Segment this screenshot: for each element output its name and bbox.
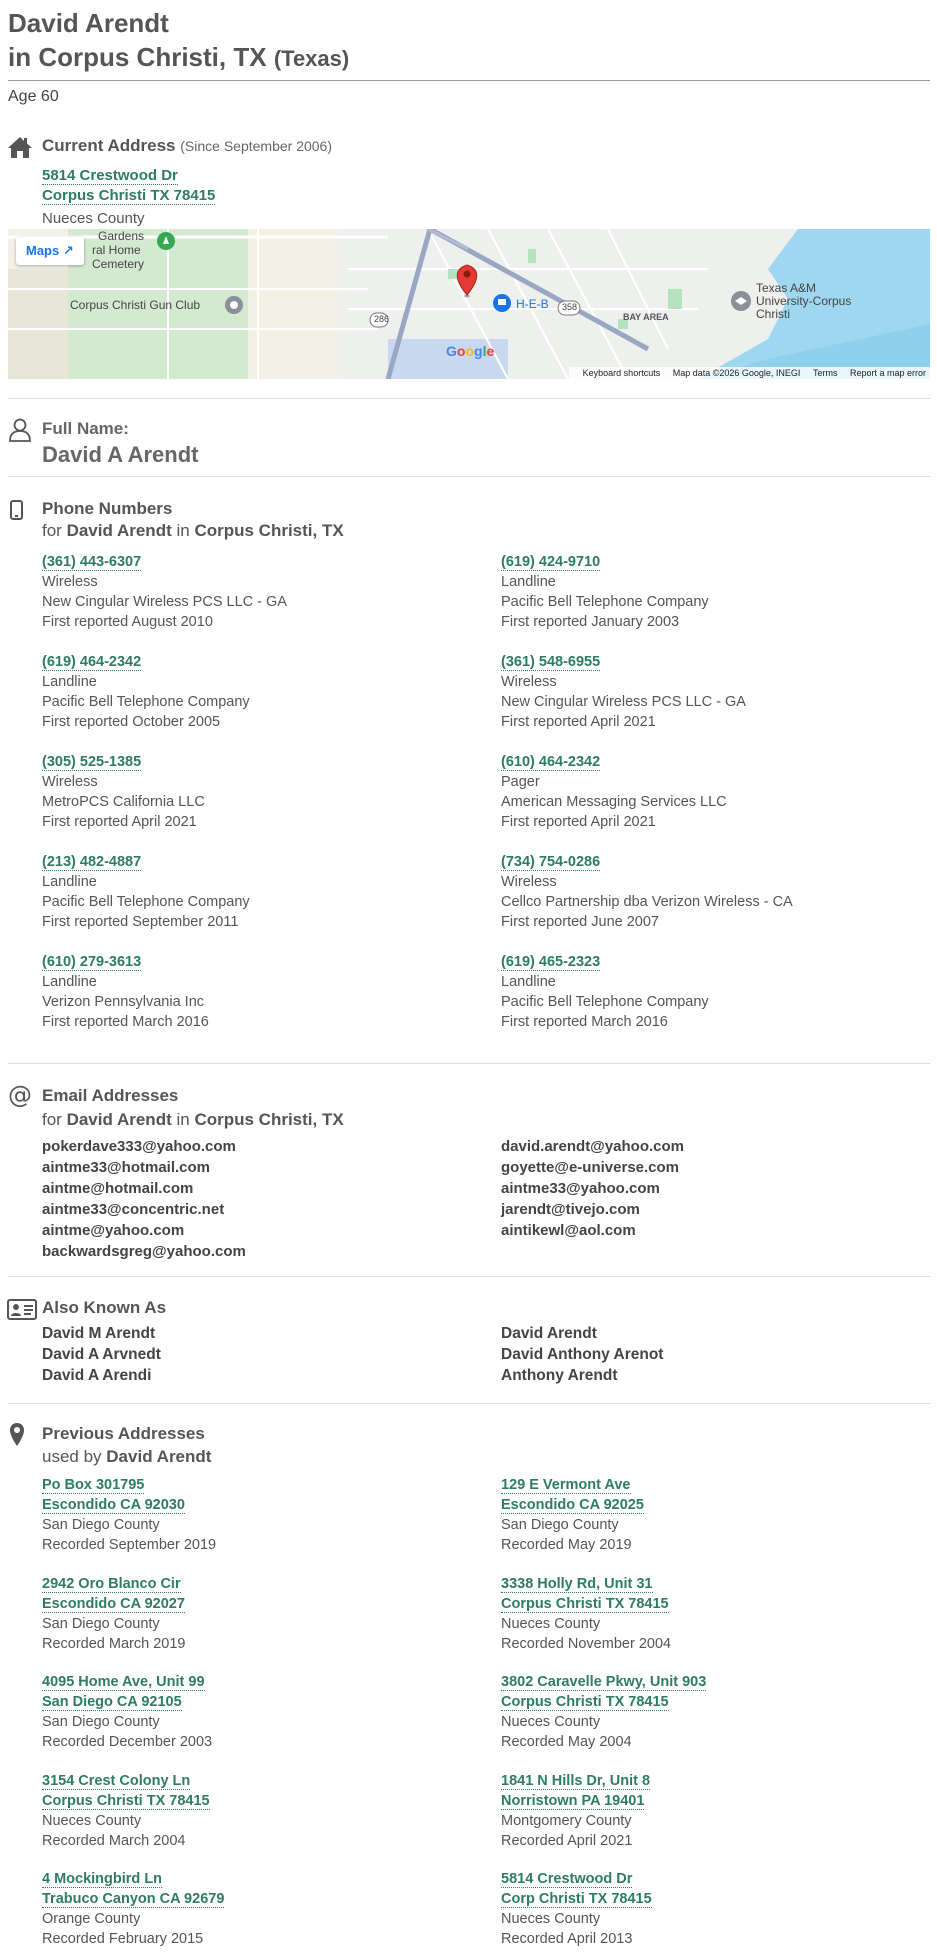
aka-name: David A Arendi <box>42 1367 152 1384</box>
phone-number-link[interactable]: (361) 443-6307 <box>42 554 142 570</box>
map-label-heb: H-E-B <box>516 297 549 311</box>
phone-type: Landline <box>42 674 97 690</box>
phone-numbers-subtitle: for David Arendt in Corpus Christi, TX <box>42 521 344 540</box>
previous-address-entry <box>42 1475 216 1555</box>
phone-entry <box>42 652 250 732</box>
address-street-link[interactable]: 1841 N Hills Dr, Unit 8 <box>501 1772 651 1789</box>
address-street-link[interactable]: 3154 Crest Colony Ln <box>42 1772 191 1789</box>
map-road-286: 286 <box>374 314 390 324</box>
phone-type: Pager <box>501 774 540 790</box>
previous-address-entry <box>501 1771 650 1851</box>
person-name: David Arendt <box>8 8 169 38</box>
email-address[interactable]: goyette@e-universe.com <box>501 1159 680 1176</box>
email-addresses-title: Email Addresses <box>42 1086 179 1105</box>
email-address[interactable]: aintme33@hotmail.com <box>42 1159 211 1176</box>
map-label-bay-area: BAY AREA <box>623 312 669 322</box>
phone-first-reported: First reported August 2010 <box>42 614 213 630</box>
person-location: in Corpus Christi, TX <box>8 42 267 72</box>
phone-number-link[interactable]: (610) 464-2342 <box>501 754 601 770</box>
at-sign-icon <box>7 1082 33 1108</box>
map-label-cemetery: Cemetery <box>92 257 145 271</box>
address-city-link[interactable]: Escondido CA 92030 <box>42 1497 185 1513</box>
previous-address-entry <box>501 1869 652 1949</box>
phone-first-reported: First reported June 2007 <box>501 914 659 930</box>
google-logo: Google <box>446 343 495 359</box>
person-icon <box>7 416 33 442</box>
phone-carrier: American Messaging Services LLC <box>501 794 727 810</box>
aka-name: David A Arvnedt <box>42 1346 161 1363</box>
address-county: Nueces County <box>501 1615 601 1632</box>
previous-address-entry <box>501 1574 671 1654</box>
id-card-icon <box>7 1296 37 1322</box>
phone-first-reported: First reported September 2011 <box>42 914 239 930</box>
phone-entry <box>501 552 709 632</box>
email-address[interactable]: aintme33@yahoo.com <box>501 1180 660 1197</box>
phone-type: Wireless <box>501 874 557 890</box>
address-recorded: Recorded February 2015 <box>42 1931 204 1947</box>
address-street-link[interactable]: 4095 Home Ave, Unit 99 <box>42 1674 205 1690</box>
previous-address-entry <box>42 1574 185 1654</box>
section-divider <box>8 1403 930 1404</box>
full-name-label: Full Name: <box>42 419 129 438</box>
phone-first-reported: First reported March 2016 <box>42 1014 209 1030</box>
section-divider <box>8 476 930 477</box>
phone-number-link[interactable]: (619) 464-2342 <box>42 654 142 670</box>
address-street-link[interactable]: 5814 Crestwood Dr <box>501 1871 633 1887</box>
map-label-gardens: Gardens <box>98 229 145 243</box>
address-county: Orange County <box>42 1911 141 1927</box>
map-label-gun-club: Corpus Christi Gun Club <box>70 298 201 312</box>
keyboard-shortcuts-link[interactable]: Keyboard shortcuts <box>582 368 661 378</box>
phone-type: Landline <box>501 974 556 990</box>
address-city-link[interactable]: San Diego CA 92105 <box>42 1694 182 1710</box>
previous-address-entry <box>501 1672 706 1752</box>
address-recorded: Recorded September 2019 <box>42 1537 217 1553</box>
header-divider <box>8 80 930 81</box>
map-terms-link[interactable]: Terms <box>812 368 838 378</box>
email-address[interactable]: aintme@yahoo.com <box>42 1222 185 1239</box>
phone-carrier: Cellco Partnership dba Verizon Wireless - CA <box>501 894 793 910</box>
phone-first-reported: First reported March 2016 <box>501 1014 668 1030</box>
address-recorded: Recorded April 2021 <box>501 1832 633 1849</box>
phone-type: Landline <box>42 974 97 990</box>
current-address <box>42 166 215 206</box>
address-county: San Diego County <box>42 1517 160 1533</box>
map-footer <box>569 367 930 379</box>
map-label-tamu-2: University-Corpus <box>756 294 852 308</box>
previous-address-entry <box>42 1672 212 1752</box>
address-street-link[interactable]: 3338 Holly Rd, Unit 31 <box>501 1575 653 1592</box>
current-address-title: Current Address (Since September 2006) <box>42 136 333 155</box>
address-recorded: Recorded May 2004 <box>501 1734 632 1750</box>
phone-numbers-title: Phone Numbers <box>42 499 173 518</box>
section-divider <box>8 1276 930 1277</box>
address-recorded: Recorded May 2019 <box>501 1537 632 1553</box>
address-county: Montgomery County <box>501 1812 632 1829</box>
address-recorded: Recorded November 2004 <box>501 1635 672 1652</box>
previous-addresses-title: Previous Addresses <box>42 1424 205 1443</box>
map-pin-icon <box>7 1422 27 1448</box>
aka-name: David M Arendt <box>42 1325 156 1342</box>
phone-entry <box>501 652 746 732</box>
previous-address-entry <box>42 1869 224 1949</box>
external-link-icon: ↗ <box>62 243 74 258</box>
map-label-home: ral Home <box>92 243 141 257</box>
phone-carrier: Pacific Bell Telephone Company <box>42 894 250 910</box>
address-city-link[interactable]: Escondido CA 92025 <box>501 1497 644 1513</box>
home-icon <box>7 134 33 160</box>
phone-number-link[interactable]: (610) 279-3613 <box>42 954 142 970</box>
phone-number-link[interactable]: (734) 754-0286 <box>501 854 601 870</box>
address-county: San Diego County <box>501 1517 619 1533</box>
previous-address-entry <box>501 1475 644 1555</box>
phone-carrier: New Cingular Wireless PCS LLC - GA <box>42 594 287 610</box>
address-city-link[interactable]: Trabuco Canyon CA 92679 <box>42 1891 225 1907</box>
phone-type: Landline <box>501 574 556 590</box>
open-in-maps-button[interactable]: Maps ↗ <box>16 237 84 265</box>
address-street-link[interactable]: Po Box 301795 <box>42 1477 145 1493</box>
current-address-county: Nueces County <box>42 210 145 227</box>
phone-entry <box>501 752 727 832</box>
address-city-link[interactable]: Escondido CA 92027 <box>42 1595 185 1612</box>
email-address[interactable]: pokerdave333@yahoo.com <box>42 1138 236 1155</box>
phone-type: Landline <box>42 874 97 890</box>
address-street-link[interactable]: 3802 Caravelle Pkwy, Unit 903 <box>501 1674 707 1690</box>
phone-entry <box>42 552 287 632</box>
state-full: (Texas) <box>273 46 350 71</box>
email-address[interactable]: jarendt@tivejo.com <box>501 1201 640 1218</box>
phone-carrier: MetroPCS California LLC <box>42 794 205 810</box>
phone-number-link[interactable]: (361) 548-6955 <box>501 654 601 670</box>
address-recorded: Recorded March 2004 <box>42 1832 186 1849</box>
email-addresses-subtitle: for David Arendt in Corpus Christi, TX <box>42 1110 344 1129</box>
phone-type: Wireless <box>42 774 98 790</box>
phone-carrier: Verizon Pennsylvania Inc <box>42 994 205 1010</box>
address-county: Nueces County <box>501 1714 601 1730</box>
aka-name: Anthony Arendt <box>501 1367 618 1384</box>
phone-entry <box>42 952 209 1032</box>
phone-entry <box>501 952 709 1032</box>
email-address[interactable]: aintikewl@aol.com <box>501 1222 636 1239</box>
phone-entry <box>42 852 250 932</box>
phone-first-reported: First reported January 2003 <box>501 614 680 630</box>
address-recorded: Recorded December 2003 <box>42 1734 213 1750</box>
map-road-358: 358 <box>562 302 578 312</box>
address-recorded: Recorded April 2013 <box>501 1931 633 1947</box>
phone-first-reported: First reported October 2005 <box>42 714 221 730</box>
phone-carrier: Pacific Bell Telephone Company <box>42 694 250 710</box>
address-street-link[interactable]: 129 E Vermont Ave <box>501 1477 631 1493</box>
address-city-link[interactable]: Norristown PA 19401 <box>501 1792 645 1809</box>
address-street-link[interactable]: 2942 Oro Blanco Cir <box>42 1575 181 1592</box>
also-known-as-title: Also Known As <box>42 1298 167 1317</box>
email-address[interactable]: backwardsgreg@yahoo.com <box>42 1243 246 1260</box>
map[interactable] <box>8 229 930 379</box>
phone-number-link[interactable]: (305) 525-1385 <box>42 754 142 770</box>
aka-name: David Anthony Arenot <box>501 1346 664 1363</box>
email-address[interactable]: aintme33@concentric.net <box>42 1201 225 1218</box>
email-address[interactable]: aintme@hotmail.com <box>42 1180 194 1197</box>
phone-type: Wireless <box>501 674 557 690</box>
previous-addresses-subtitle: used by David Arendt <box>42 1447 212 1466</box>
address-recorded: Recorded March 2019 <box>42 1635 186 1652</box>
svg-text:@: @ <box>8 1082 32 1108</box>
page-title <box>8 6 349 76</box>
age: Age 60 <box>8 88 59 105</box>
map-label-tamu-1: Texas A&M <box>756 281 817 295</box>
address-city-link[interactable]: Corpus Christi TX 78415 <box>501 1694 669 1710</box>
address-county: San Diego County <box>42 1615 160 1632</box>
phone-carrier: Pacific Bell Telephone Company <box>501 594 709 610</box>
phone-icon <box>7 498 27 524</box>
address-city-link[interactable]: Corpus Christi TX 78415 <box>501 1595 669 1612</box>
phone-first-reported: First reported April 2021 <box>42 814 197 830</box>
address-street-link[interactable]: 4 Mockingbird Ln <box>42 1871 163 1887</box>
phone-carrier: New Cingular Wireless PCS LLC - GA <box>501 694 746 710</box>
phone-entry <box>501 852 793 932</box>
phone-number-link[interactable]: (213) 482-4887 <box>42 854 142 870</box>
previous-address-entry <box>42 1771 210 1851</box>
address-city-link[interactable]: Corpus Christi TX 78415 <box>42 1792 210 1809</box>
aka-name: David Arendt <box>501 1325 597 1342</box>
section-divider <box>8 398 930 399</box>
phone-number-link[interactable]: (619) 424-9710 <box>501 554 601 570</box>
address-county: San Diego County <box>42 1714 160 1730</box>
current-address-city-link[interactable]: Corpus Christi TX 78415 <box>42 187 216 204</box>
phone-number-link[interactable]: (619) 465-2323 <box>501 954 601 970</box>
report-map-error-link[interactable]: Report a map error <box>849 368 926 378</box>
section-divider <box>8 1063 930 1064</box>
phone-carrier: Pacific Bell Telephone Company <box>501 994 709 1010</box>
address-county: Nueces County <box>42 1812 142 1829</box>
phone-entry <box>42 752 205 832</box>
map-label-tamu-3: Christi <box>756 307 791 321</box>
phone-first-reported: First reported April 2021 <box>501 814 656 830</box>
current-address-street-link[interactable]: 5814 Crestwood Dr <box>42 167 178 184</box>
since-date: (Since September 2006) <box>180 138 333 154</box>
phone-type: Wireless <box>42 574 98 590</box>
email-address[interactable]: david.arendt@yahoo.com <box>501 1138 684 1155</box>
map-data-attribution: Map data ©2026 Google, INEGI <box>672 368 801 378</box>
full-name-value: David A Arendt <box>42 442 199 467</box>
phone-first-reported: First reported April 2021 <box>501 714 656 730</box>
address-county: Nueces County <box>501 1911 601 1927</box>
address-city-link[interactable]: Corp Christi TX 78415 <box>501 1891 652 1907</box>
